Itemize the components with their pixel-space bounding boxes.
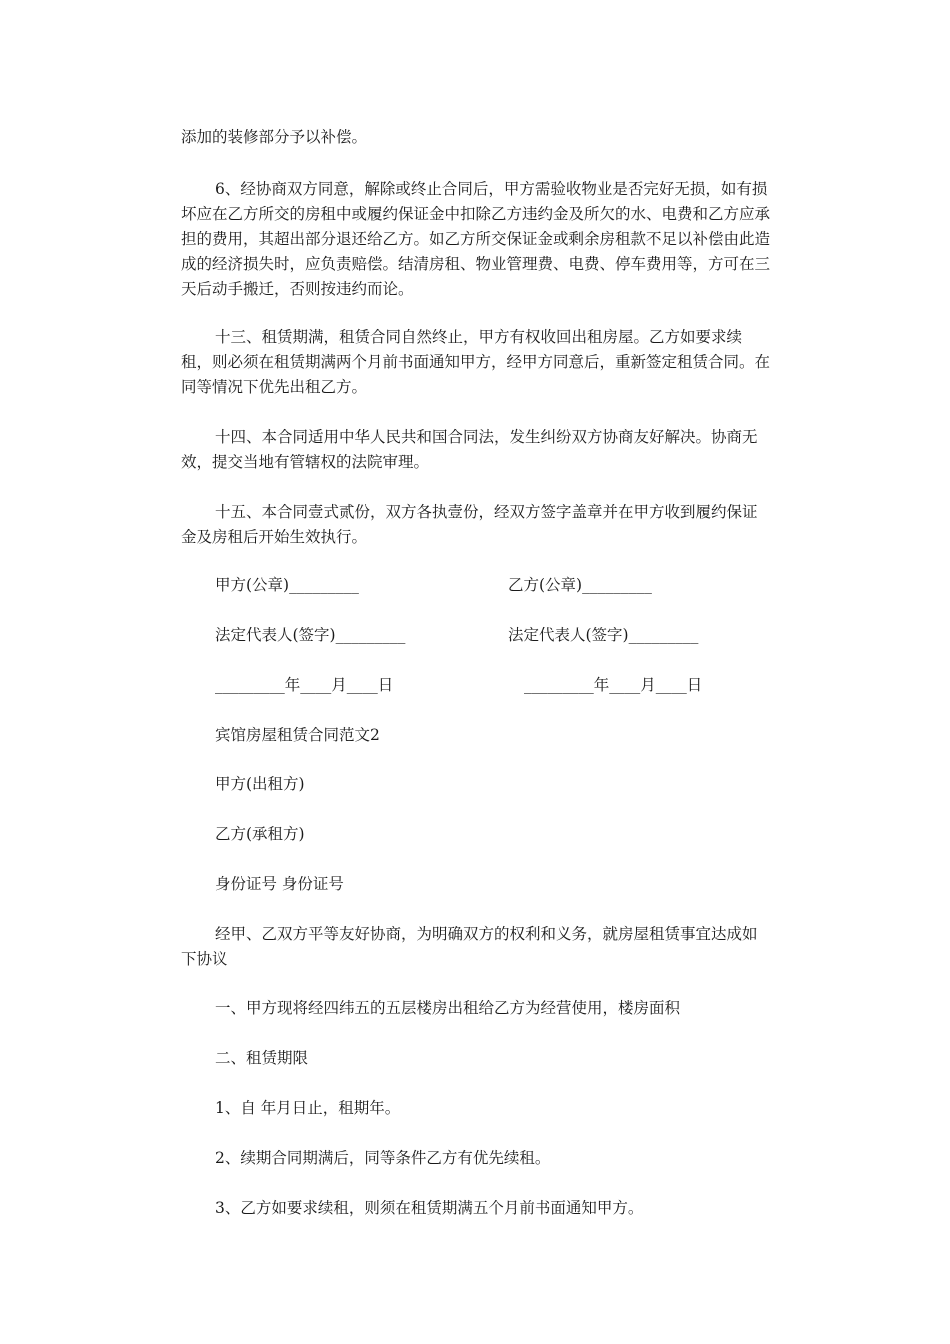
party-a-rep-line: 法定代表人(签字)_________ — [215, 626, 406, 644]
party-b-date-line: _________年____月____日 — [524, 676, 703, 694]
party-a-date-line: _________年____月____日 — [215, 676, 394, 694]
party-a-seal-line: 甲方(公章)_________ — [215, 576, 359, 594]
clause-2-heading: 二、租赁期限 — [215, 1049, 309, 1067]
clause-1: 一、甲方现将经四纬五的五层楼房出租给乙方为经营使用，楼房面积 — [215, 999, 681, 1017]
party-b-seal-line: 乙方(公章)_________ — [508, 576, 652, 594]
section-title-2: 宾馆房屋租赁合同范文2 — [215, 726, 380, 744]
id-number-labels: 身份证号 身份证号 — [215, 875, 344, 893]
paragraph-intro: 经甲、乙双方平等友好协商，为明确双方的权利和义务，就房屋租赁事宜达成如下协议 — [181, 925, 758, 968]
paragraph-clause-6: 6、经协商双方同意，解除或终止合同后，甲方需验收物业是否完好无损，如有损坏应在乙方所交的房租中或履约保证金中扣除乙方违约金及所欠的水、电费和乙方应承担的费用，其超出部分退还给乙方。如乙方所交保证金或剩余房租款不足以补偿由此造成的经济损失时，应负责赔偿。结清房租、物业管理费、电费、停车费用等，方可在三天后动手搬迁，否则按违约而论。 — [181, 180, 771, 298]
lessee-label: 乙方(承租方) — [215, 825, 305, 843]
paragraph-continuation: 添加的装修部分予以补偿。 — [181, 128, 368, 146]
clause-2-item-2: 2、续期合同期满后，同等条件乙方有优先续租。 — [215, 1149, 551, 1167]
clause-2-item-3: 3、乙方如要求续租，则须在租赁期满五个月前书面通知甲方。 — [215, 1199, 644, 1217]
lessor-label: 甲方(出租方) — [215, 775, 305, 793]
paragraph-clause-15: 十五、本合同壹式贰份，双方各执壹份，经双方签字盖章并在甲方收到履约保证金及房租后开始生效执行。 — [181, 503, 758, 546]
paragraph-clause-14: 十四、本合同适用中华人民共和国合同法，发生纠纷双方协商友好解决。协商无效，提交当地有管辖权的法院审理。 — [181, 428, 758, 471]
party-b-rep-line: 法定代表人(签字)_________ — [508, 626, 699, 644]
clause-2-item-1: 1、自 年月日止，租期年。 — [215, 1099, 401, 1117]
paragraph-clause-13: 十三、租赁期满，租赁合同自然终止，甲方有权收回出租房屋。乙方如要求续租，则必须在租赁期满两个月前书面通知甲方，经甲方同意后，重新签定租赁合同。在同等情况下优先出租乙方。 — [181, 328, 771, 396]
